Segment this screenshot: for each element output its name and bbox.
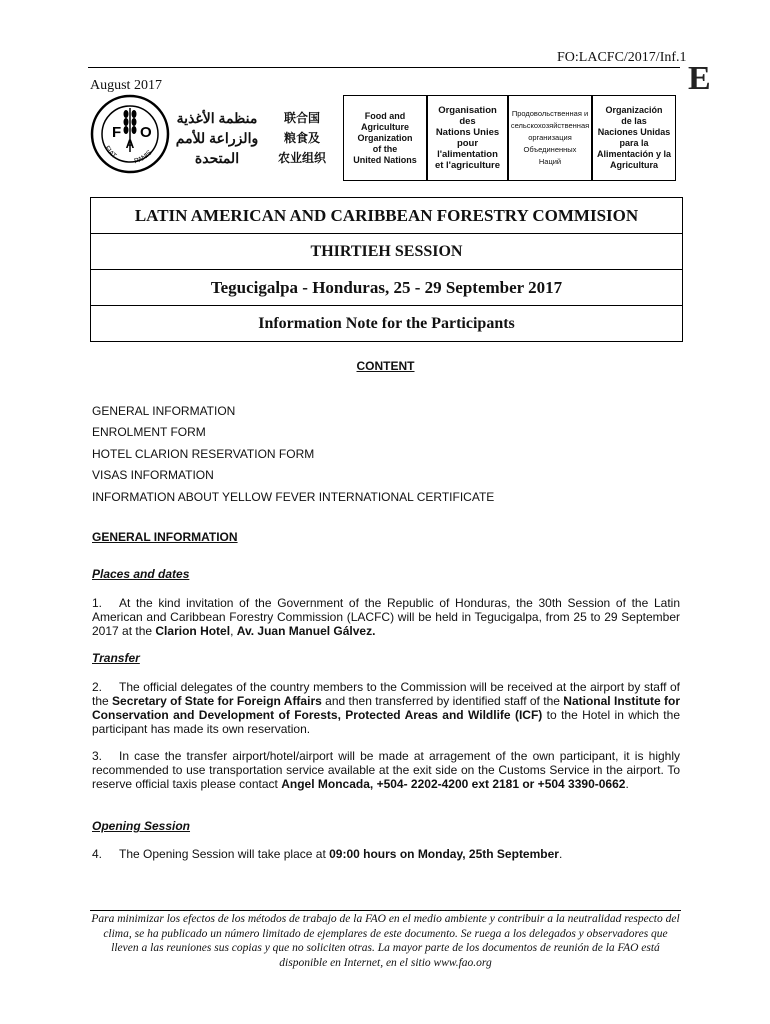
logo-letter-a: A xyxy=(125,137,135,151)
footer-rule xyxy=(90,910,681,911)
transfer-heading: Transfer xyxy=(92,651,140,665)
paragraph-text: In case the transfer airport/hotel/airport will be made at arragement of the own participant, it is highly recommended to use transportation service available at the exit side on the Customs Service in the airport. To reserve official taxis please contact xyxy=(92,749,680,791)
content-item: HOTEL CLARION RESERVATION FORM xyxy=(92,446,315,461)
places-dates-heading: Places and dates xyxy=(92,567,190,581)
paragraph-number: 2. xyxy=(92,680,103,694)
note-title: Information Note for the Participants xyxy=(258,314,515,332)
opening-session-heading: Opening Session xyxy=(92,819,191,833)
paragraph-text: The official delegates of the country members to the Commission will be received at the airport by staff of the xyxy=(92,680,680,708)
hotel-name: Clarion Hotel xyxy=(155,624,231,638)
content-item: INFORMATION ABOUT YELLOW FEVER INTERNATIONAL CERTIFICATE xyxy=(92,489,495,504)
opening-time: 09:00 hours on Monday, 25th September xyxy=(329,847,559,861)
content-list xyxy=(92,401,494,508)
commission-title: LATIN AMERICAN AND CARIBBEAN FORESTRY COMMISION xyxy=(91,198,682,234)
org-name-french: Organisation des Nations Unies pour l'alimentation et l'agriculture xyxy=(427,95,508,181)
institute-name: National Institute for Conservation and Development of Forests, Protected Areas and Wildlife (ICF) xyxy=(92,694,681,722)
paragraph-end: . xyxy=(625,777,629,791)
paragraph-text: and then transferred by identified staff of the xyxy=(321,694,564,708)
paragraph-text: At the kind invitation of the Government of the Republic of Honduras, the 30th Session of the Latin American and Caribbean Forestry Commission (LACFC) will be held in Tegucigalpa, from 25 to 29 September 2017 at the xyxy=(92,596,680,638)
paragraph-text: The Opening Session will take place at xyxy=(119,847,330,861)
org-name-spanish: Organización de las Naciones Unidas para la Alimentación y la Agricultura xyxy=(592,95,676,181)
separator: , xyxy=(230,624,237,638)
content-item: VISAS INFORMATION xyxy=(92,468,214,483)
paragraph-number: 1. xyxy=(92,596,103,610)
secretary-name: Secretary of State for Foreign Affairs xyxy=(112,694,322,708)
hotel-address: Av. Juan Manuel Gálvez. xyxy=(236,624,376,638)
fao-logo xyxy=(90,94,170,174)
paragraph-1 xyxy=(92,596,680,638)
logo-letter-o: O xyxy=(140,124,152,141)
document-date: August 2017 xyxy=(90,78,162,93)
paragraph-text: to the Hotel in which the participant has made its own reservation. xyxy=(92,708,680,736)
logo-ring-right: PANIS xyxy=(133,149,154,166)
paragraph-end: . xyxy=(558,847,563,861)
footer-notice: Para minimizar los efectos de los métodos de trabajo de la FAO en el medio ambiente y contribuir a la neutralidad respecto del clima, se ha publicado un número limitado de ejemplares de este documento. Se ruega a los delegados y observadores que lleven a las reuniones sus copias y que no soliciten otras. La mayor parte de los documentos de reunión de la FAO está disponible en Internet, en el sitio www.fao.org xyxy=(91,913,680,969)
paragraph-2 xyxy=(92,680,680,736)
content-item: GENERAL INFORMATION xyxy=(92,404,236,418)
general-information-heading: GENERAL INFORMATION xyxy=(92,530,238,544)
paragraph-number: 3. xyxy=(92,749,103,763)
paragraph-number: 4. xyxy=(92,847,103,861)
title-box xyxy=(90,197,683,342)
org-name-chinese: 联合国 粮食及 农业组织 xyxy=(277,111,326,165)
session-title: THIRTIEH SESSION xyxy=(91,234,682,270)
logo-letter-f: F xyxy=(112,124,122,141)
org-name-russian: Продовольственная и сельскохозяйственная организация Объединенных Наций xyxy=(508,95,592,181)
paragraph-3 xyxy=(92,749,680,791)
org-name-arabic: منظمة الأغذية والزراعة للأمم المتحدة xyxy=(175,110,259,166)
logo-ring-left: FIAT xyxy=(102,144,118,161)
svg-text:PANIS xyxy=(134,149,154,165)
document-symbol: FO:LACFC/2017/Inf.1 xyxy=(557,50,687,65)
place-and-dates: Tegucigalpa - Honduras, 25 - 29 September 2017 xyxy=(91,270,682,306)
content-item: ENROLMENT FORM xyxy=(92,425,206,440)
header-rule xyxy=(88,67,680,68)
language-letter: E xyxy=(688,60,711,97)
taxi-contact: Angel Moncada, +504- 2202-4200 ext 2181 or +504 3390-0662 xyxy=(281,777,626,791)
content-heading: CONTENT xyxy=(356,359,415,373)
paragraph-4 xyxy=(92,847,680,861)
org-name-english: Food and Agriculture Organization of the United Nations xyxy=(343,95,427,181)
